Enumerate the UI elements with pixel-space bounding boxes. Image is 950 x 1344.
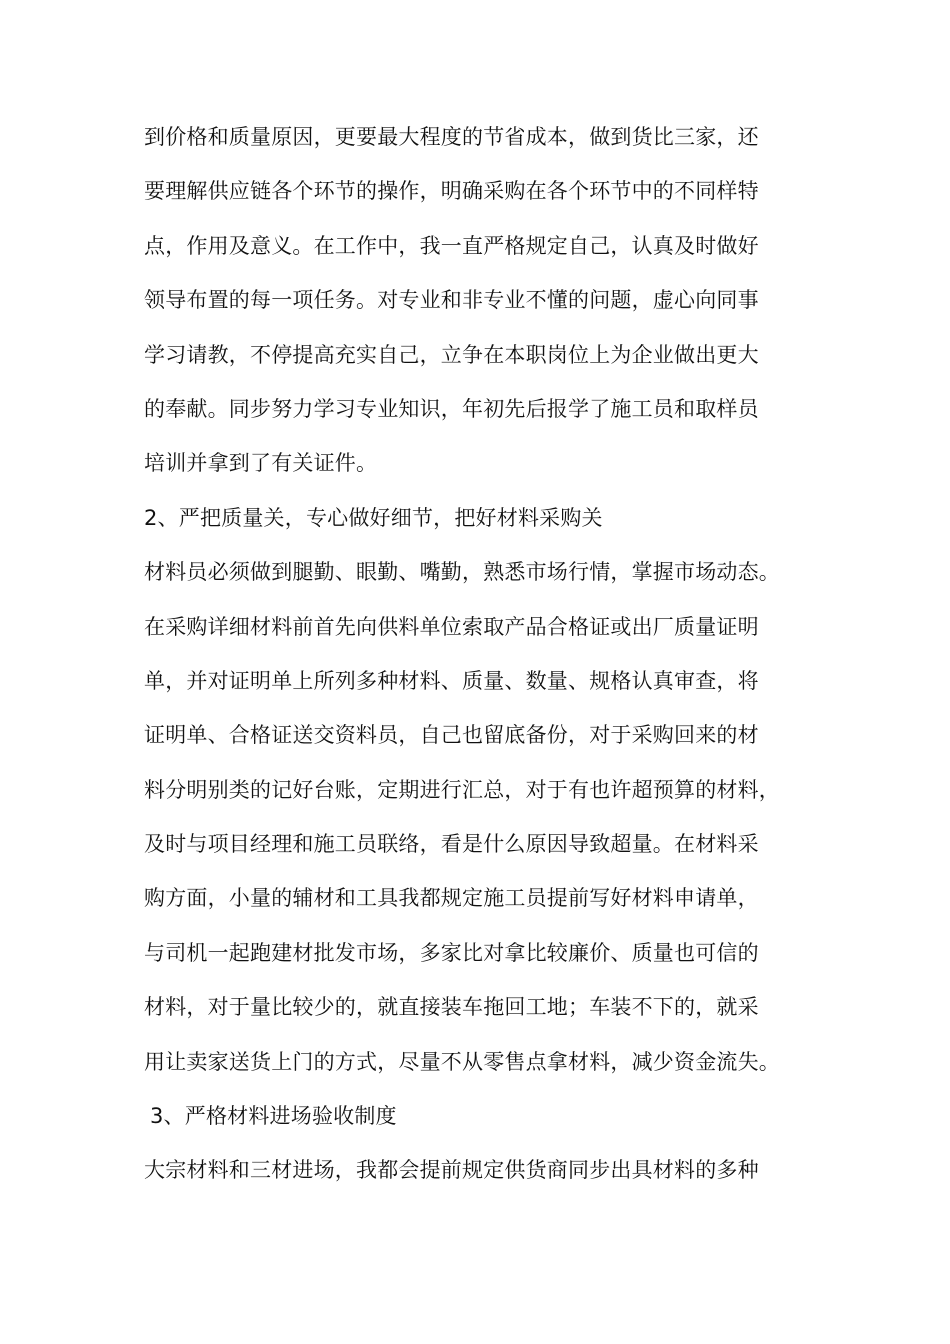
text-line: 料分明别类的记好台账，定期进行汇总，对于有也许超预算的材料， [144,777,780,802]
text-line: 培训并拿到了有关证件。 [144,451,378,476]
text-line: 及时与项目经理和施工员联络，看是什么原因导致超量。在材料采 [144,832,759,857]
text-line: 领导布置的每一项任务。对专业和非专业不懂的问题，虚心向同事 [144,288,759,313]
text-line: 证明单、合格证送交资料员，自己也留底备份，对于采购回来的材 [144,723,759,748]
text-line: 购方面，小量的辅材和工具我都规定施工员提前写好材料申请单， [144,886,759,911]
text-line: 在采购详细材料前首先向供料单位索取产品合格证或出厂质量证明 [144,614,759,639]
text-line: 学习请教，不停提高充实自己，立争在本职岗位上为企业做出更大 [144,342,759,367]
text-line: 材料，对于量比较少的，就直接装车拖回工地；车装不下的，就采 [144,995,759,1020]
text-line: 与司机一起跑建材批发市场，多家比对拿比较廉价、质量也可信的 [144,940,759,965]
section-heading: 3、严格材料进场验收制度 [150,1104,397,1129]
document-body [144,117,824,1205]
text-line: 材料员必须做到腿勤、眼勤、嘴勤，熟悉市场行情，掌握市场动态。 [144,560,780,585]
text-line: 用让卖家送货上门的方式，尽量不从零售点拿材料，减少资金流失。 [144,1049,780,1074]
text-line: 大宗材料和三材进场，我都会提前规定供货商同步出具材料的多种 [144,1158,759,1183]
text-line: 要理解供应链各个环节的操作，明确采购在各个环节中的不同样特 [144,179,759,204]
section-heading: 2、严把质量关，专心做好细节，把好材料采购关 [144,505,603,530]
text-line: 单，并对证明单上所列多种材料、质量、数量、规格认真审查，将 [144,668,759,693]
text-line: 到价格和质量原因，更要最大程度的节省成本，做到货比三家，还 [144,125,759,149]
text-line: 点，作用及意义。在工作中，我一直严格规定自己，认真及时做好 [144,233,759,258]
text-line: 的奉献。同步努力学习专业知识，年初先后报学了施工员和取样员 [144,396,759,421]
